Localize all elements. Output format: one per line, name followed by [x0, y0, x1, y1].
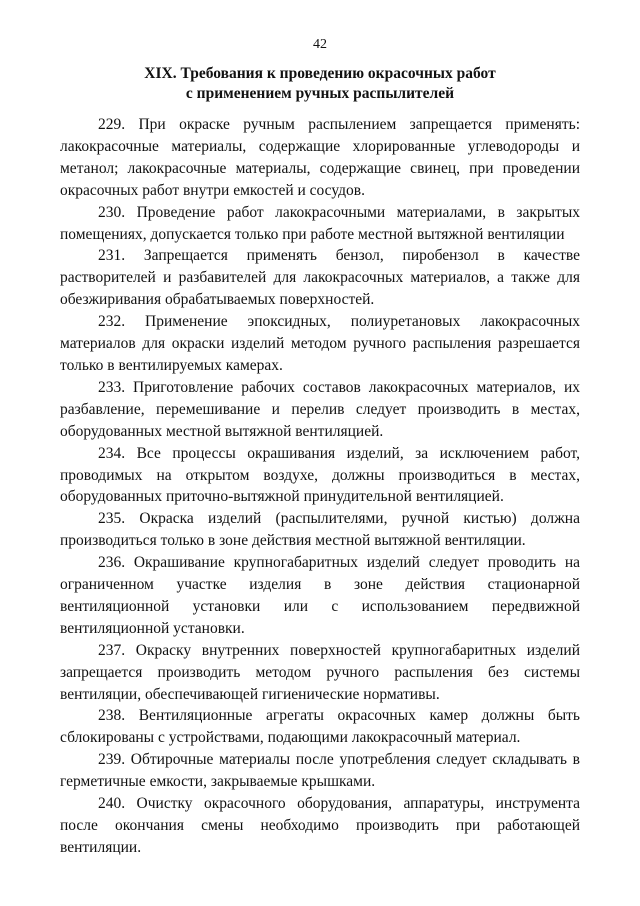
paragraph-238: 238. Вентиляционные агрегаты окрасочных камер должны быть сблокированы с устройствами, подающими лакокрасочный материал.	[60, 707, 580, 747]
section-title-line-2: с применением ручных распылителей	[185, 85, 455, 102]
paragraph-239: 239. Обтирочные материалы после употребления следует складывать в герметичные емкости, закрываемые крышками.	[60, 751, 580, 791]
paragraph-232: 232. Применение эпоксидных, полиуретановых лакокрасочных материалов для окраски изделий методом ручного распыления разрешается только в вентилируемых камерах.	[60, 313, 580, 374]
page-number: 42	[313, 37, 327, 52]
paragraph-233: 233. Приготовление рабочих составов лакокрасочных материалов, их разбавление, перемешивание и перелив следует производить в местах, оборудованных местной вытяжной вентиляцией.	[60, 378, 580, 440]
section-title-line-1: XIX. Требования к проведению окрасочных работ	[144, 65, 496, 82]
paragraph-235: 235. Окраска изделий (распылителями, ручной кистью) должна производиться только в зоне действия местной вытяжной вентиляции.	[60, 510, 580, 550]
paragraph-240: 240. Очистку окрасочного оборудования, аппаратуры, инструмента после окончания смены необходимо производить при работающей вентиляции.	[60, 795, 580, 856]
document-body	[60, 114, 580, 859]
section-title	[60, 64, 580, 104]
paragraph-236: 236. Окрашивание крупногабаритных изделий следует проводить на ограниченном участке изделия в зоне действия стационарной вентиляционной установки или с использованием передвижной вентиляционной установки.	[60, 554, 580, 637]
paragraph-234: 234. Все процессы окрашивания изделий, за исключением работ, проводимых на открытом воздухе, должны производиться в местах, оборудованных приточно-вытяжной принудительной вентиляцией.	[60, 444, 580, 506]
paragraph-231: 231. Запрещается применять бензол, пиробензол в качестве растворителей и разбавителей для лакокрасочных материалов, а также для обезжиривания обрабатываемых поверхностей.	[60, 247, 580, 309]
paragraph-237: 237. Окраску внутренних поверхностей крупногабаритных изделий запрещается производить методом ручного распыления без системы вентиляции, обеспечивающей гигиенические нормативы.	[60, 641, 580, 703]
paragraph-230: 230. Проведение работ лакокрасочными материалами, в закрытых помещениях, допускается только при работе местной вытяжной вентиляции	[60, 203, 580, 243]
paragraph-229: 229. При окраске ручным распылением запрещается применять: лакокрасочные материалы, содержащие хлорированные углеводороды и метанол; лакокрасочные материалы, содержащие свинец, при проведении окрасочных работ внутри емкостей и сосудов.	[60, 116, 580, 199]
